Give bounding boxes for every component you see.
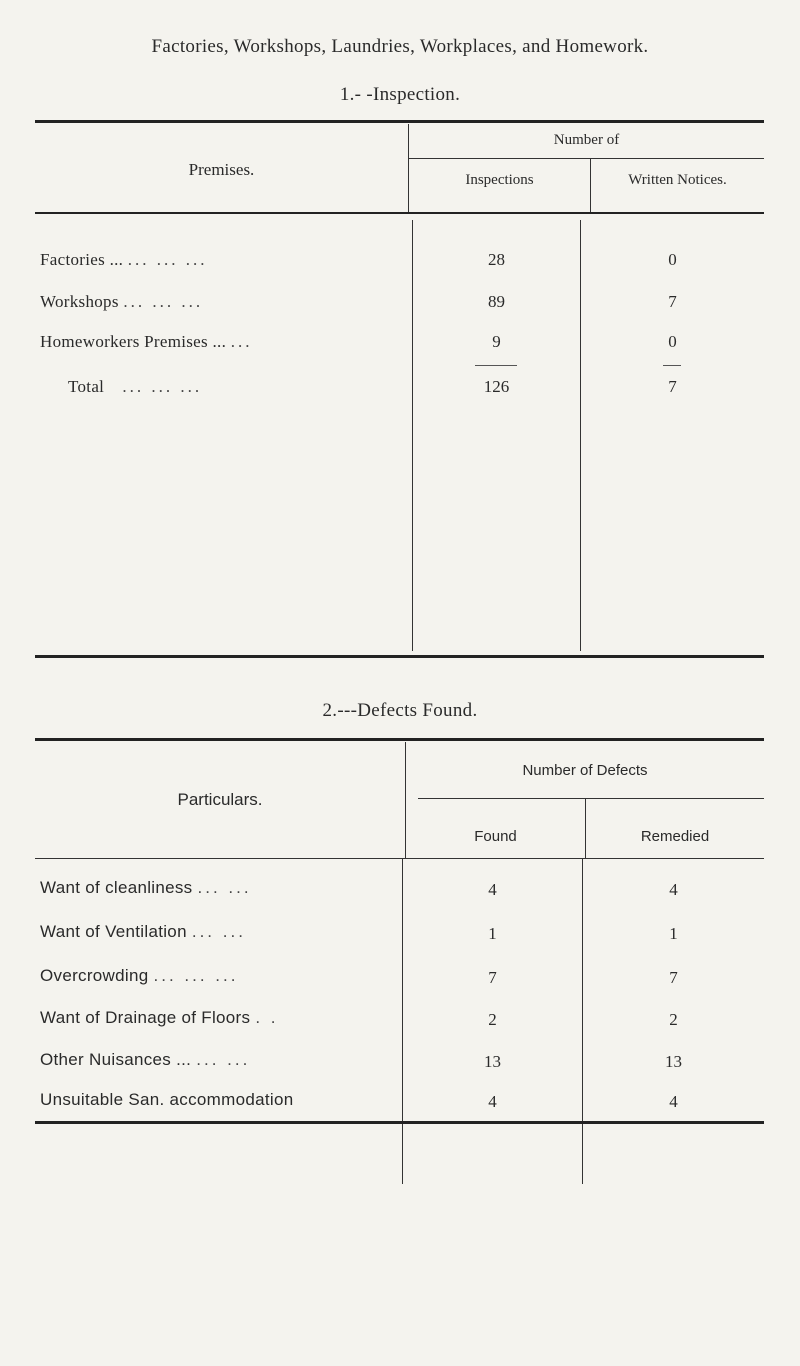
remedied-value: 4 xyxy=(669,880,678,899)
number-of-header: Number of xyxy=(553,132,620,148)
row-label: Want of Ventilation xyxy=(40,922,187,941)
table-row xyxy=(40,966,238,986)
header-bottom-rule xyxy=(35,858,764,859)
particulars-header: Particulars. xyxy=(177,790,263,809)
defects-table xyxy=(35,738,764,1188)
inspections-value: 89 xyxy=(488,292,505,311)
row-label: Other Nuisances ... xyxy=(40,1050,192,1069)
total-inspections-value: 126 xyxy=(483,377,510,396)
table-row xyxy=(40,1008,279,1028)
row-label: Unsuitable San. accommodation xyxy=(40,1090,294,1109)
notices-value: 0 xyxy=(668,332,677,351)
sum-rule xyxy=(475,365,517,366)
found-value: 4 xyxy=(488,880,497,899)
inspections-value: 28 xyxy=(488,250,505,269)
table-row xyxy=(40,878,252,898)
total-notices-value: 7 xyxy=(668,377,677,396)
found-value: 1 xyxy=(488,924,497,943)
row-label: Homeworkers Premises ... xyxy=(40,332,227,351)
row-label: Factories ... xyxy=(40,250,124,269)
leader-dots: ... ... ... xyxy=(153,966,239,985)
found-value: 13 xyxy=(484,1052,501,1071)
bottom-rule xyxy=(35,655,764,658)
table-row xyxy=(40,1050,250,1070)
bottom-rule xyxy=(35,1121,764,1124)
notices-value: 0 xyxy=(668,250,677,269)
leader-dots: ... ... xyxy=(197,878,252,897)
remedied-value: 2 xyxy=(669,1010,678,1029)
row-label: Want of cleanliness xyxy=(40,878,193,897)
top-rule xyxy=(35,120,764,123)
page-title: Factories, Workshops, Laundries, Workplaces, and Homework. xyxy=(151,36,649,57)
number-of-defects-header: Number of Defects xyxy=(522,762,648,779)
body-divider-left xyxy=(412,220,413,651)
table-row xyxy=(40,292,203,312)
table-row xyxy=(40,922,246,942)
top-rule xyxy=(35,738,764,741)
remedied-value: 1 xyxy=(669,924,678,943)
total-label: Total xyxy=(68,377,105,396)
total-row xyxy=(68,377,202,397)
remedied-value: 4 xyxy=(669,1092,678,1111)
leader-dots: . . xyxy=(255,1008,279,1027)
inspection-section-title: 1.- -Inspection. xyxy=(339,84,461,105)
found-value: 7 xyxy=(488,968,497,987)
found-value: 4 xyxy=(488,1092,497,1111)
inspections-header: Inspections xyxy=(465,172,534,188)
leader-dots: ... xyxy=(230,332,253,351)
table-row xyxy=(40,250,208,270)
leader-dots: ... ... xyxy=(191,922,246,941)
table-row xyxy=(40,1090,293,1110)
found-value: 2 xyxy=(488,1010,497,1029)
row-label: Overcrowding xyxy=(40,966,149,985)
inspections-value: 9 xyxy=(492,332,501,351)
inspection-table xyxy=(35,120,764,660)
remedied-value: 7 xyxy=(669,968,678,987)
found-header: Found xyxy=(474,828,517,845)
header-bottom-rule xyxy=(35,212,764,214)
premises-header: Premises. xyxy=(188,160,255,179)
sum-rule xyxy=(663,365,681,366)
defects-section-title: 2.---Defects Found. xyxy=(322,700,478,721)
leader-dots: ... ... ... xyxy=(122,377,203,396)
written-notices-header: Written Notices. xyxy=(628,172,727,188)
header-subrule xyxy=(409,158,764,159)
table-row xyxy=(40,332,252,352)
leader-dots: ... ... xyxy=(196,1050,251,1069)
body-divider-right xyxy=(580,220,581,651)
header-subrule xyxy=(418,798,764,799)
row-label: Workshops xyxy=(40,292,119,311)
leader-dots: ... ... ... xyxy=(123,292,204,311)
notices-value: 7 xyxy=(668,292,677,311)
remedied-value: 13 xyxy=(665,1052,682,1071)
row-label: Want of Drainage of Floors xyxy=(40,1008,251,1027)
leader-dots: ... ... ... xyxy=(127,250,208,269)
remedied-header: Remedied xyxy=(640,828,710,845)
